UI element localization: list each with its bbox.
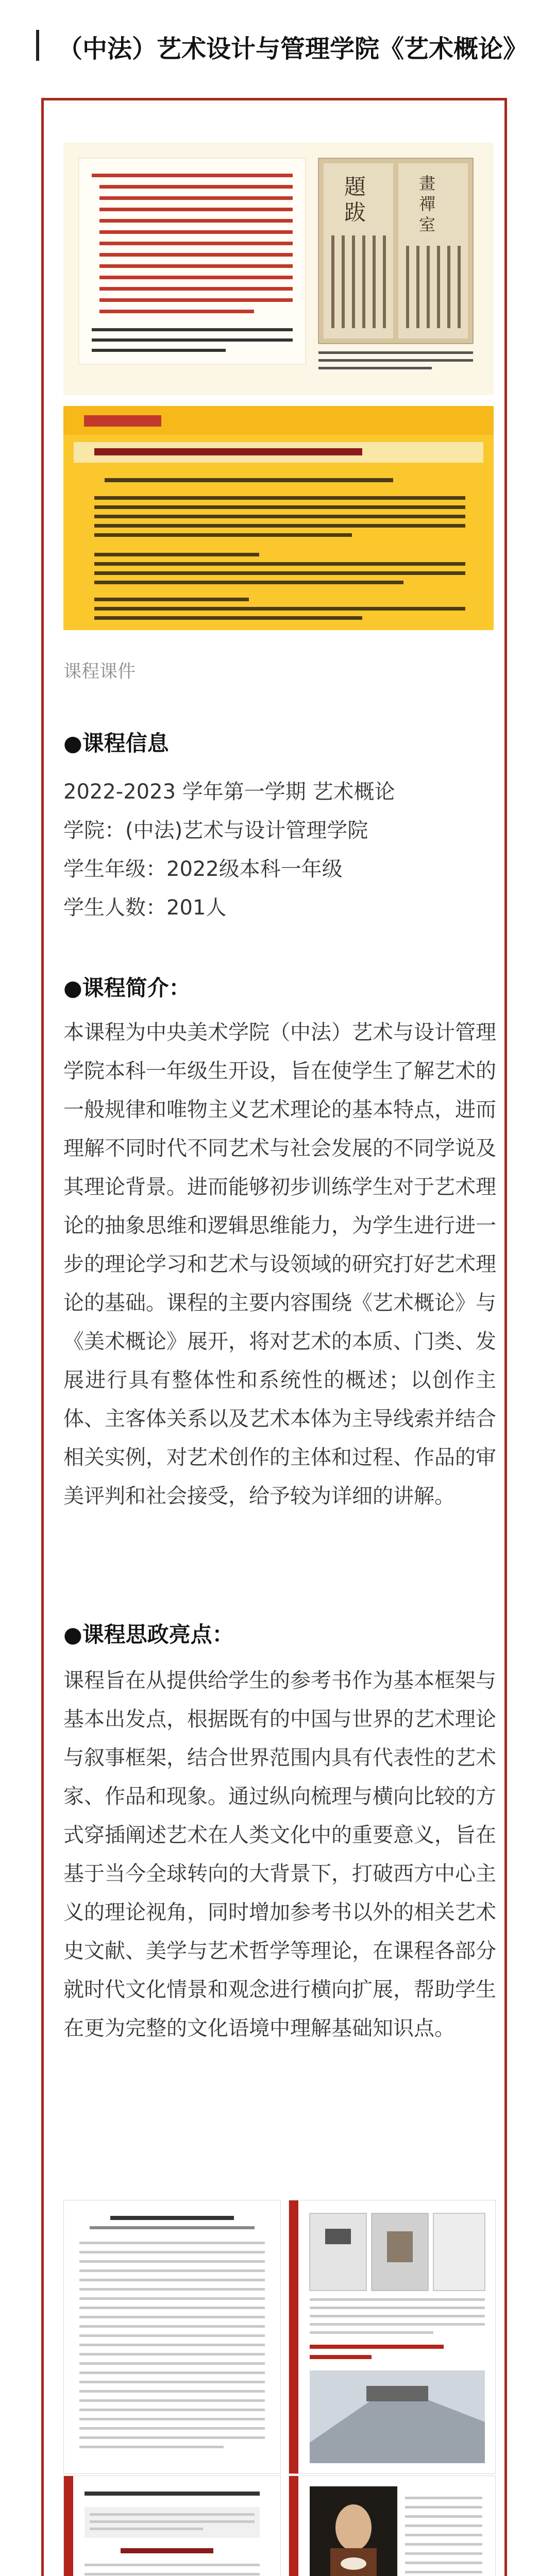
slides-caption: 课程课件 bbox=[63, 662, 136, 682]
ideology-body: 课程旨在从提供给学生的参考书作为基本框架与基本出发点，根据既有的中国与世界的艺术理论与叙事框架，结合世界范围内具有代表性的艺术家、作品和现象。通过纵向梳理与横向比较的方式穿插阐述艺术在人类文化中的重要意义，旨在基于当今全球转向的大背景下，打破西方中心主义的理论视角，同时增加参考书以外的相关艺术史文献、美学与艺术哲学等理论，在课程各部分就时代文化情景和观念进行横向扩展，帮助学生在更为完整的文化语境中理解基础知识点。 bbox=[63, 1669, 496, 2040]
course-grade: 学生年级：2022级本科一年级 bbox=[63, 857, 343, 881]
ideology-heading: ●课程思政亮点： bbox=[63, 1622, 234, 1647]
svg-text:畫: 畫 bbox=[419, 174, 436, 193]
svg-text:跋: 跋 bbox=[344, 200, 366, 225]
svg-text:題: 題 bbox=[344, 174, 366, 199]
homework-1-graphic bbox=[64, 2200, 280, 2473]
slide-image-1 bbox=[63, 143, 494, 395]
title-marker bbox=[36, 30, 39, 61]
homework-3-graphic bbox=[64, 2476, 280, 2576]
course-college: 学院：(中法)艺术与设计管理学院 bbox=[63, 819, 368, 842]
title-bar bbox=[0, 0, 556, 98]
course-info-heading: ●课程信息 bbox=[63, 731, 169, 756]
slide-2-graphic bbox=[63, 406, 494, 630]
svg-text:室: 室 bbox=[419, 215, 436, 234]
intro-heading: ●课程简介： bbox=[63, 975, 191, 1001]
svg-text:禪: 禪 bbox=[419, 194, 436, 214]
slide-image-2 bbox=[63, 406, 494, 630]
course-count: 学生人数：201人 bbox=[63, 896, 227, 920]
slide-1-graphic bbox=[63, 143, 494, 395]
homework-image-1 bbox=[63, 2200, 281, 2474]
homework-4-graphic bbox=[289, 2476, 495, 2576]
homework-image-3 bbox=[63, 2476, 281, 2576]
intro-body: 本课程为中央美术学院（中法）艺术与设计管理学院本科一年级生开设，旨在使学生了解艺术的一般规律和唯物主义艺术理论的基本特点，进而理解不同时代不同艺术与社会发展的不同学说及其理论背景。进而能够初步训练学生对于艺术理论的抽象思维和逻辑思维能力，为学生进行进一步的理论学习和艺术与设领域的研究打好艺术理论的基础。课程的主要内容围绕《艺术概论》与《美术概论》展开，将对艺术的本质、门类、发展进行具有整体性和系统性的概述；以创作主体、主客体关系以及艺术本体为主导线索并结合相关实例，对艺术创作的主体和过程、作品的审美评判和社会接受，给予较为详细的讲解。 bbox=[63, 1021, 496, 1508]
course-semester: 2022-2023 学年第一学期 艺术概论 bbox=[63, 780, 395, 804]
homework-2-graphic bbox=[289, 2200, 495, 2473]
homework-image-2 bbox=[289, 2200, 496, 2474]
homework-image-4 bbox=[289, 2476, 496, 2576]
page-title: （中法）艺术设计与管理学院《艺术概论》 bbox=[58, 35, 528, 63]
